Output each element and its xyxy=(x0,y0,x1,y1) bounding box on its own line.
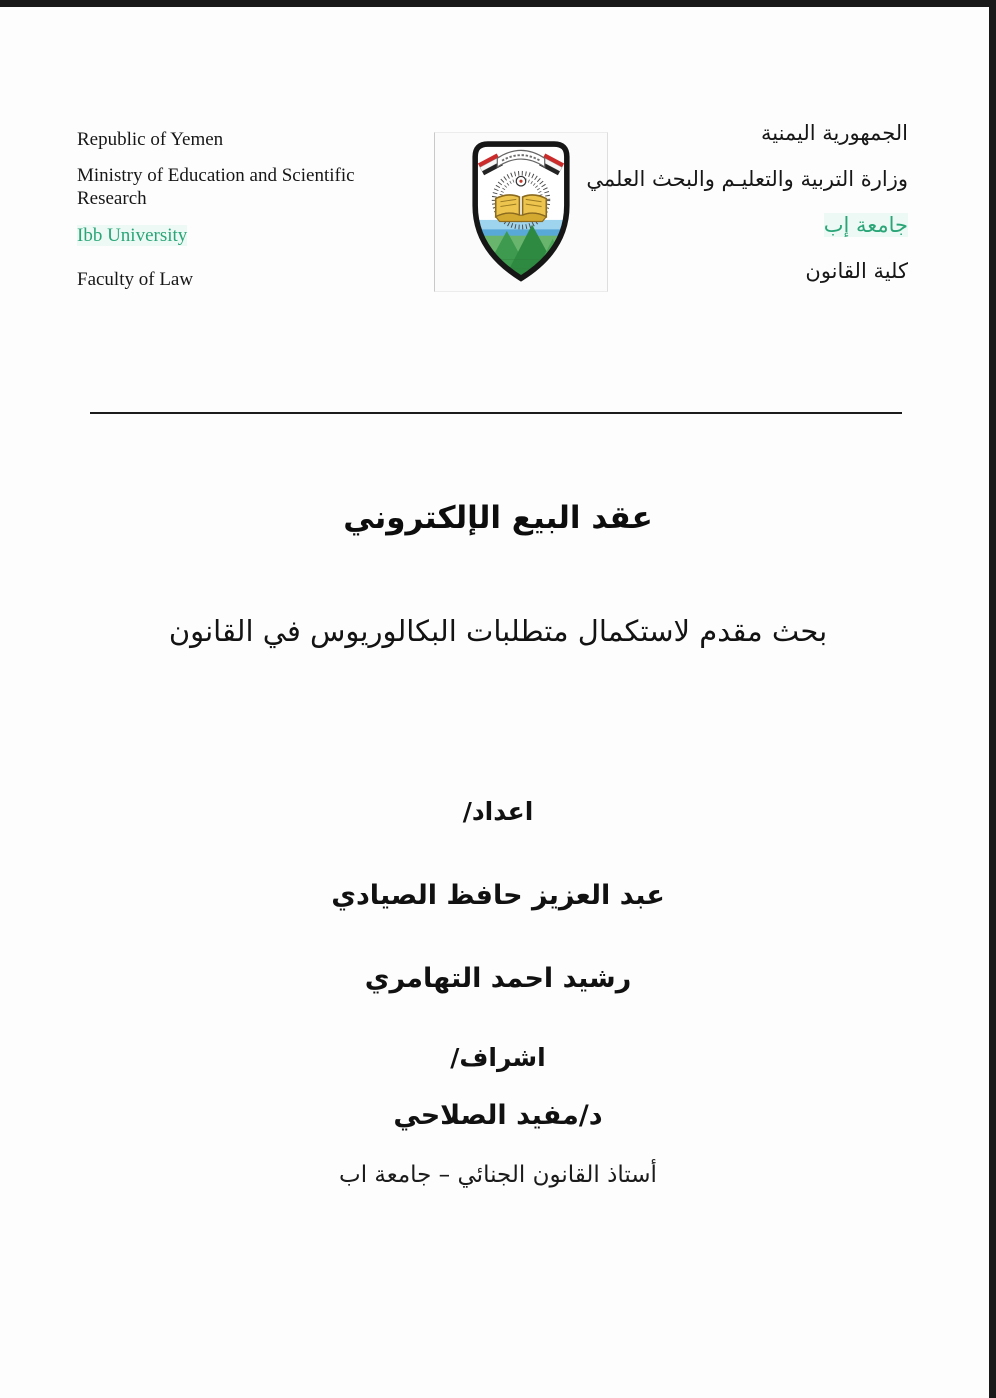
header-divider xyxy=(90,412,902,414)
university-name-en: Ibb University xyxy=(77,224,188,246)
letterhead-english xyxy=(77,128,417,304)
supervisor-name: د/مفيد الصلاحي xyxy=(393,1100,603,1131)
scan-border-top xyxy=(0,0,996,7)
faculty-name-ar: كلية القانون xyxy=(805,259,908,283)
university-logo xyxy=(434,132,608,292)
scan-border-right xyxy=(989,0,996,1398)
supervisor-title: أستاذ القانون الجنائي – جامعة اب xyxy=(339,1162,657,1188)
country-name-ar: الجمهورية اليمنية xyxy=(760,121,908,145)
university-crest-icon xyxy=(447,133,595,291)
letterhead-arabic xyxy=(588,118,908,302)
country-name-en: Republic of Yemen xyxy=(77,129,224,150)
ministry-name-ar: وزارة التربية والتعليـم والبحث العلمي xyxy=(586,167,908,191)
author-name-1: عبد العزيز حافظ الصيادي xyxy=(331,880,665,911)
university-name-ar: جامعة إب xyxy=(823,213,908,237)
ministry-name-en: Ministry of Education and Scientific Research xyxy=(77,165,355,210)
thesis-subtitle: بحث مقدم لاستكمال متطلبات البكالوريوس في القانون xyxy=(168,614,828,648)
supervision-label: اشراف/ xyxy=(450,1043,546,1072)
prepared-by-label: اعداد/ xyxy=(462,797,534,826)
thesis-title: عقد البيع الإلكتروني xyxy=(343,500,653,536)
faculty-name-en: Faculty of Law xyxy=(77,268,194,290)
author-name-2: رشيد احمد التهامري xyxy=(364,963,632,994)
